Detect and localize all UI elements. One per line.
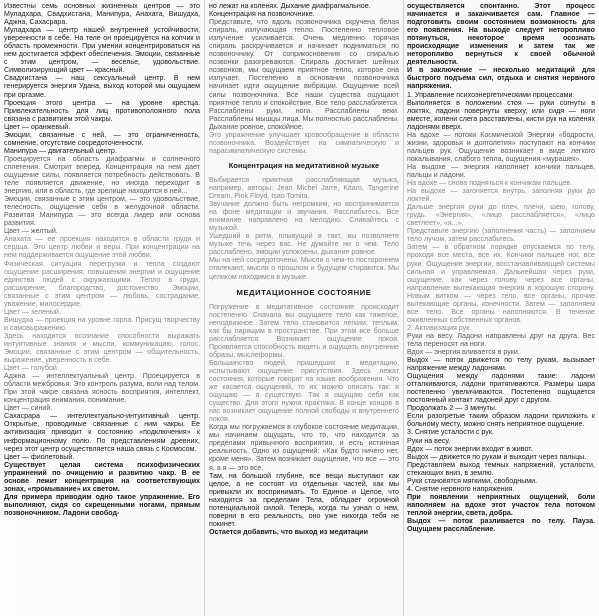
paragraph: Муладхара — центр нашей внутренней устойчивости, уверенности в себе. На теле он проецируется на копчик и область промежности. При умении концентрироваться на нем достигается эффект обеспечения. Эмоции, связанные с этим центром, — веселье, удовольствие. Символизирующий цвет — красный. bbox=[4, 26, 200, 75]
paragraph: Это упражнение улучшает кровообращение в области позвоночника. Воздействует на симпатическую и парасимпатическую системы. bbox=[209, 130, 399, 155]
paragraph: Выдох — поток разливается по телу. Пауза. Ощущаем расслабление. bbox=[407, 517, 595, 534]
paragraph: Ощущения между ладонями такие: ладони отталкиваются, ладони притягиваются. Размеры шара постепенно увеличиваются. Постепенно ощущается постоянный контакт ладоней друг с другом. bbox=[407, 372, 595, 405]
paragraph: Цвет — зеленый. bbox=[4, 307, 61, 316]
paragraph: Руки на весу. Ладони направлены друг на друга. Вес тела переносят на ноги. bbox=[407, 331, 595, 348]
paragraph: Цвет — голубой. bbox=[4, 364, 59, 373]
paragraph: Затем — в обратном порядке опускаемся по телу, проходя все места, все их. Кончики пальцев ног, все руки. Ощущение энергии, восстанавливающей системы сильная и управляемая. Дальнейшая через руки, ощущение, как через голову, через все органы, направление вытекающая энергия в хорошую сторону. Новым витком — через тело, все органы, прочие вытекающие органы, конечности. Затем — заполняем все тело. Все органы наполняются. В течение оживленных собственных органов. bbox=[407, 243, 595, 324]
paragraph: Выполняется в положении стоя — руки согнуты в локтях, ладони повернуты кверху, или сидя — ноги вместе, колени слега расставлены, кисти рук на коленях ладонями вверх. bbox=[407, 98, 595, 131]
column-divider bbox=[204, 0, 205, 616]
paragraph: Физическая ситуация перегрузки и тепла создают ощущение расширения, повышения энергии и ощущение единства людей с окружающими. Тепло в груди, расширение, благородство, достоинство. Эмоции, связанные с этим центром — любовь, сострадание, уважение, милосердие. bbox=[4, 259, 200, 308]
paragraph: Погружение в медитативное состояние происходит постепенно. Сначала вы ощущаете тело как тяжелое, неподвижное. Затем тело становится легким, теплым, как бы парящим в пространстве. При этом все больше расслабляется. Возникает ощущение покоя. Проявляется способность видеть и ощущать внутренние образы, мыслеформы. bbox=[209, 302, 399, 359]
paragraph: На выдохе — загоняется внутрь, заполняя руки до локтей. bbox=[407, 187, 595, 204]
paragraph: Проецируется на область диафрагмы и солнечного сплетения. Смотрит вперед. Концентрация на нем дает ощущение силы, появляется потребность действовать. В теле появляется движение, но иногда переходит в энергию, или в область, где зрелище находится в ней... bbox=[4, 154, 200, 196]
paragraph: Представьте, что вдоль позвоночника скручена белая спираль, излучающая тепло. Постепенно тепловое излучение усиливается. Очень медленно горячая спираль раскручивается и начинает подниматься по позвоночнику. От соприкосновения со спиралью позвонки разогреваются. Спираль достигает шейных позвонков, мы ощущаем приятное тепло, которое она излучает. Постепенно в основании позвоночника начинает идти ощущение вибрации. Ощущение всей силы позвоночника. Все наши существа ощущают приятное тепло и спокойствие. Все тело расслабляется. Расслаблены руки, ноги. Расслаблены веки. Расслаблены мышцы лица. Мы полностью расслаблены. Дыхание ровное, спокойное. bbox=[209, 18, 399, 131]
paragraph: Здесь находится осознание способности выражать интуитивные знания и мысли, коммуникацию, голос. Эмоции, связанные с этим центром — общительность, выражение, уверенность в себе. bbox=[4, 331, 200, 365]
column-divider bbox=[403, 0, 404, 616]
paragraph: Звучание должно быть негромким, но воспринимается на фоне медитации и звучания. Расслабьтесь. Все внимание направлено на мелодию. Сливайтесь с музыкой. bbox=[209, 200, 399, 233]
paragraph: Цвет — желтый. bbox=[4, 227, 58, 236]
paragraph: Представляем выход темных напряжений, усталости, стекающих вниз, в землю. bbox=[407, 460, 595, 477]
paragraph: Эмоции, связанные с этим центром, — это удовольствие, телесность, ощущение себя в желудочной области. Развитая Манипура — это всегда лидер или основа развития. bbox=[4, 195, 200, 228]
paragraph: Цвет — оранжевый. bbox=[4, 122, 71, 131]
paragraph: Аджна — интеллектуальный центр. Проецируется в области межбровья. Это контроль разума, воли над телом. При этой чакре связана ясность восприятия, интеллект, концентрация внимания, понимание. bbox=[4, 372, 200, 405]
paragraph: Концентрация на позвоночнике. bbox=[209, 10, 315, 19]
paragraph: На выдохе — энергия наполняет кончики пальцев, пальцы и ладони. bbox=[407, 162, 595, 179]
paragraph: Свадхистана — наш сексуальный центр. В нем генерируется энергия Удана, выход которой мы ощущаем при оргазме. bbox=[4, 74, 200, 99]
paragraph: 1. Управление психоэнергетическими процессами. bbox=[407, 90, 575, 99]
paragraph: Если разогретые таким образом ладони приложить к больному месту, можно снять неприятное ощущение. bbox=[407, 412, 595, 429]
paragraph: При появлении неприятных ощущений, боли наполняем на вдохе этот участок тела потоком теплой энергии, света, добра. bbox=[407, 492, 595, 517]
paragraph: Дальше энергия руки до плеч, плечи, шею, голову, грудь. «Энергия», «лицо расслабляется», «лицо светлеет», «я...». bbox=[407, 203, 595, 228]
paragraph: Манипура — двигательный центр. bbox=[4, 146, 117, 155]
paragraph: осуществляется спонтанно. Этот процесс начинается и заканчивается сам. Главное — подготовить своим состоянием возможность для его появления. На выходе следует неторопливо потянуться, некоторое время осознать происходящие изменения и затем так же неторопливо вернуться к своей обычной деятельности. bbox=[407, 2, 595, 67]
paragraph: На вдохе — потоки Космической Энергии «бодрости, жизни, здоровья и долголетия» поступают на кончики пальцев рук. Ощущение возникает в виде легкого покалывания, слабого тепла, ощущения «мурашек». bbox=[407, 130, 595, 163]
paragraph: Цвет — фиолетовый. bbox=[4, 452, 75, 461]
paragraph: Эмоции, связанные с ней, — это ограниченность, сомнение, отсутствие сосредоточенности. bbox=[4, 130, 200, 147]
paragraph: Проекция этого центра — на уровне крестца. Привлекательность для лиц противоположного пола связана с развитием этой чакры. bbox=[4, 98, 200, 123]
paragraph: Мы на ней сосредоточены. Мысли о чем-то постороннем отвлекают, мысли о прошлом и будущем стираются. Мы целиком находимся в музыке. bbox=[209, 256, 399, 281]
paragraph: Остается добавить, что выход из медитации bbox=[209, 527, 368, 536]
paragraph: Когда мы погружаемся в глубокое состояние медитации, мы начинаем ощущать, что то, что находится за пределами привычного восприятия, и есть истинная реальность. Одно из ощущений: «Как будто ничего нет, кроме меня». Затем возникает ощущение, что все — это я, а я — это все. bbox=[209, 423, 399, 472]
paragraph: На вдохе — снова подняться к кончикам пальцев. bbox=[407, 179, 573, 188]
paragraph: Продолжать 2 — 3 минуты. bbox=[407, 404, 497, 413]
paragraph: Анахата — ее проекция находится в области груди и сердца. Это центр любви и веры. При концентрации на нем поддерживается ощущение этой любви. bbox=[4, 235, 200, 260]
paragraph: Там, на большой глубине, все вещи выступают как целое, а не состоят из отдельных частей, как мы привыкли их воспринимать. То Единое и Целое, что находится за пределами Тела, обладает огромной потенциальной силой. Теперь, когда ты узнал о нем, поверни в его реальность, оно уже никогда тебя не покинет. bbox=[209, 471, 399, 528]
paragraph: Большинство людей, пришедших в медитацию, испытывают ощущение присутствия. Здесь лежат состояния, которые говорят на языке воображения. Что же касается ощущений, то их можно описать так: я ощущаю — я существую. Так я ощущаю себя как существо. Для этого нужна практика. В конце концов в нас возникает ощущение полной свободы и внутреннего покоя. bbox=[209, 358, 399, 424]
text-column-right bbox=[407, 2, 595, 614]
paragraph: Известны семь основных жизненных центров — это Муладхара, Свадхистана, Манипура, Анахата, Вишудха, Аджна, Сахасрара. bbox=[4, 2, 200, 27]
paragraph: И в заключение — несколько медитаций для быстрого подъема сил, отдыха и снятия нервного напряжения. bbox=[407, 66, 595, 91]
paragraph: Вдох — энергия вливается в руки. bbox=[407, 348, 520, 357]
paragraph: Выдох — движется по рукам и выходит через пальцы. bbox=[407, 452, 587, 461]
text-column-left bbox=[4, 2, 200, 614]
paragraph: Ушедший в ритм, плывущий в такт, вы позволяете музыке течь через вас. Не думайте ни о чем. Тело расслаблено, эмоции успокоены, дыхание ровное. bbox=[209, 232, 399, 257]
paragraph: Для примера приводим одно такое упражнение. Его выполняют, сидя со скрещенными ногами, прямым позвоночником. Ладони свобод- bbox=[4, 492, 200, 517]
text-column-middle bbox=[209, 2, 399, 614]
paragraph: Существует целая система психофизических упражнений по очищению и развитию чакр. В ее основе лежит концентрация на соответствующих зонах, «промывание» их светом. bbox=[4, 460, 200, 493]
paragraph: Руки на весу. bbox=[407, 436, 451, 445]
paragraph: Руки становятся мягкими, свободными. bbox=[407, 476, 538, 485]
paragraph: 2. Активизация рук. bbox=[407, 323, 472, 332]
paragraph: Вдох — поток энергии входит в живот. bbox=[407, 444, 533, 453]
paragraph: Цвет — синий. bbox=[4, 404, 53, 413]
section-heading: Концентрация на медитативной музыке bbox=[228, 160, 380, 170]
paragraph: Выбирается приятная расслабляющая музыка, например, авторы: Jean Michel Jarre, Kitaro, Tangerine Dream, Pink Floyd, Isao Tomita. bbox=[209, 175, 399, 201]
section-heading: МЕДИТАЦИОННОЕ СОСТОЯНИЕ bbox=[236, 287, 372, 297]
paragraph: но лежат на коленях. Дыхание диафрагмальное. bbox=[209, 2, 371, 10]
paragraph: Выдох — поток движется по телу рукам, вызывает напряжение между ладонями. bbox=[407, 356, 595, 373]
paragraph: Сахасрара — интеллектуально-интуитивный центр. Открытые, проводимые связанные с ним чакры. Ее активизация приводит к состоянию «подключения» к информационному полю. По представлениям древних, через этот центр осуществляется наша связь с Космосом. bbox=[4, 412, 200, 453]
paragraph: Представьте энергию (заполнения часть) — заполняем тело лучом, затем расслабьтесь. bbox=[407, 227, 595, 244]
paragraph: 3. Снятие усталости с рук. bbox=[407, 428, 494, 437]
paragraph: 4. Снятие нервного напряжения. bbox=[407, 484, 515, 493]
paragraph: Вишудха — проекция на уровне горла. Присущ творчеству и самовыражению. bbox=[4, 315, 200, 332]
